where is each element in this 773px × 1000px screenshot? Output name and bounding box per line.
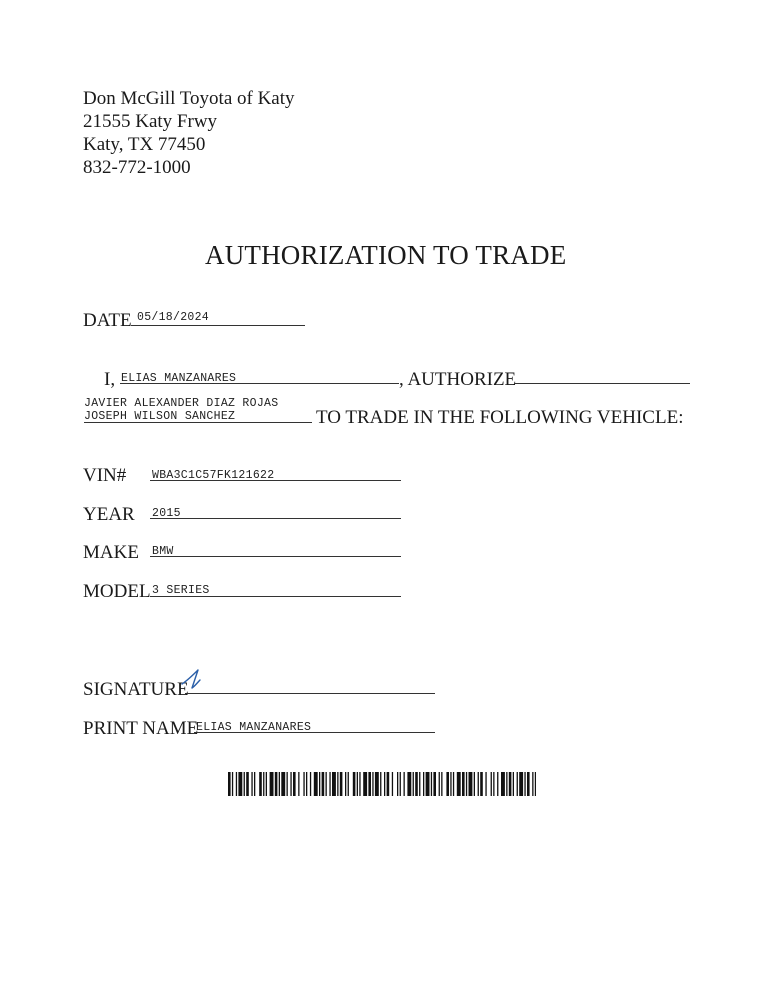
signature-label: SIGNATURE [83, 679, 189, 700]
print-name-label: PRINT NAME [83, 718, 199, 739]
dealer-phone: 832-772-1000 [83, 157, 191, 178]
date-label: DATE [83, 310, 132, 331]
date-value: 05/18/2024 [137, 311, 210, 324]
dealer-city: Katy, TX 77450 [83, 134, 206, 155]
make-underline [150, 556, 401, 557]
year-value: 2015 [152, 507, 181, 520]
dealer-address [83, 87, 295, 179]
vin-value: WBA3C1C57FK121622 [152, 469, 275, 482]
vin-label: VIN# [83, 465, 127, 486]
signature-scribble [178, 662, 208, 696]
barcode-icon [228, 772, 536, 796]
year-underline [150, 518, 401, 519]
authorizer-name: ELIAS MANZANARES [121, 372, 237, 385]
signature-underline [185, 693, 435, 694]
year-label: YEAR [83, 504, 135, 525]
trader-name-2: JOSEPH WILSON SANCHEZ [84, 410, 236, 423]
print-name-value: ELIAS MANZANARES [196, 721, 312, 734]
make-value: BMW [152, 545, 174, 558]
authorize-label: , AUTHORIZE [399, 369, 517, 390]
model-label: MODEL [83, 581, 151, 602]
dealer-name: Don McGill Toyota of Katy [83, 88, 295, 109]
date-underline [131, 325, 305, 326]
dealer-street: 21555 Katy Frwy [83, 111, 218, 132]
model-value: 3 SERIES [152, 584, 210, 597]
authorize-underline [515, 383, 690, 384]
make-label: MAKE [83, 542, 139, 563]
trader-name-1: JAVIER ALEXANDER DIAZ ROJAS [84, 397, 279, 410]
page-title: AUTHORIZATION TO TRADE [205, 240, 567, 270]
trader-underline [84, 422, 312, 423]
i-label: I, [104, 369, 116, 390]
trade-in-text: TO TRADE IN THE FOLLOWING VEHICLE: [316, 407, 684, 428]
